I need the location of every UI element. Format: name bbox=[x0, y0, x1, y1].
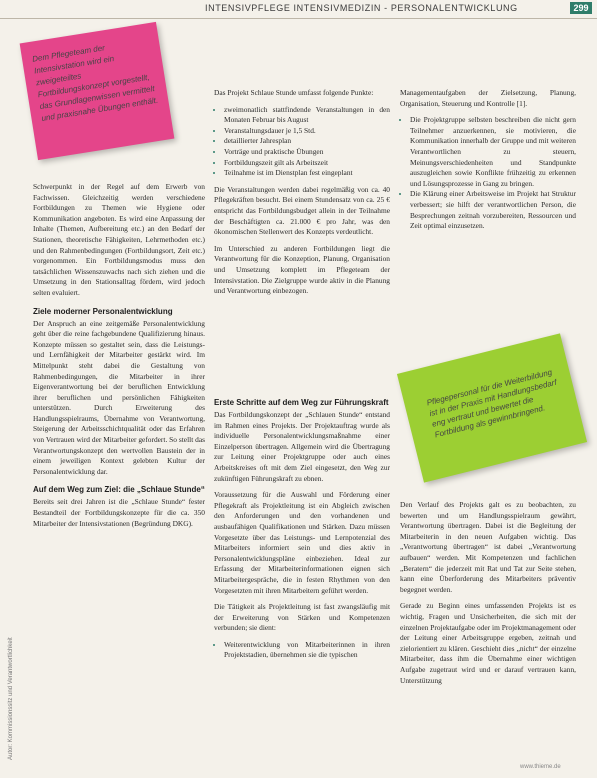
col2-paragraph-2: Die Veranstaltungen werden dabei regelmäßig von ca. 40 Pflegekräften besucht. Bei einem Stundensatz von ca. 25 € entspricht das Fortbildungsbudget allein in der Teilnahme der Beschäftigten ca. 21.000 € pro Jahr, was den ökonomischen Stellenwert des Konzepts verdeutlicht. bbox=[214, 184, 390, 237]
page-number: 299 bbox=[570, 2, 592, 14]
list-item: • Die Klärung einer Arbeitsweise im Projekt hat Struktur verbessert; sie hilft der verantwortlichen Person, die Besprechungen zeitnah vorzubereiten, Ressourcen und Zeit optimal einzusetzen. bbox=[410, 189, 576, 231]
column-3-bottom bbox=[400, 500, 576, 692]
pink-sticky-note: Dem Pflegeteam der Intensivstation wird ein zweigeteiltes Fortbildungskonzept vorgestellt, das Grundlagenwissen vermittelt und praxisnahe Übungen enthält. bbox=[20, 22, 175, 160]
col1-paragraph-2: Der Anspruch an eine zeitgemäße Personalentwicklung geht über die reine fachgebundene Qualifizierung hinaus. Konzepte müssen so gestaltet sein, dass die Leistungs- und Lernfähigkeit der Mitarbeiter gestärkt wird. Im Mittelpunkt steht dabei die Gestaltung von Rahmenbedingungen, die Mitarbeiter in ihrer Eigenverantwortung bei der beruflichen Entwicklung ihrer beruflichen und persönlichen Fähigkeiten unterstützen. Durch Erweiterung des Handlungsspielraums, Übernahme von Verantwortung, Steigerung der Arbeitsschichtqualität oder das Erfahren von Vertrauen wird der Mitarbeiter gefordert. So stellt das Verantwortungskonzept den wertvollen Baustein der in einem jeweiligen Kontext gelebten Kultur der Personalentwicklung dar. bbox=[33, 318, 205, 476]
col2-paragraph-1: Das Projekt Schlaue Stunde umfasst folgende Punkte: bbox=[214, 88, 374, 97]
side-credit: Autor: Kommissionssitz und Verantwortlichkeit bbox=[8, 637, 14, 760]
col2-bullet-list bbox=[214, 105, 390, 179]
col2b-paragraph-3: Die Tätigkeit als Projektleitung ist fast zwangsläufig mit der Erweiterung von Stärken und Kompetenzen verbunden; sie dient: bbox=[214, 602, 390, 633]
list-item: • Weiterentwicklung von Mitarbeiterinnen in ihren Projektstadien, übernehmen sie die typischen bbox=[224, 640, 390, 661]
footer-url: www.thieme.de bbox=[520, 764, 561, 770]
col2b-bullet-list bbox=[214, 640, 390, 661]
col2-heading: Erste Schritte auf dem Weg zur Führungskraft bbox=[214, 398, 389, 407]
list-item: • zweimonatlich stattfindende Veranstaltungen in den Monaten Februar bis August bbox=[224, 105, 390, 126]
col3b-paragraph-2: Gerade zu Beginn eines umfassenden Projekts ist es wichtig, Fragen und Unsicherheiten, die sich mit der einzelnen Projektaufgabe oder im Projektmanagement oder der Leitung einer Arbeitsgruppe ergeben, zeitnah und zielorientiert zu klären. Geschieht dies „nicht“ der einzelne Mitarbeiter, dass ihm die Übernahme einer wichtigen Aufgabe zugetraut wird und er darauf vertrauen kann, Unterstützung bbox=[400, 601, 576, 685]
column-1 bbox=[33, 182, 205, 535]
column-2-top bbox=[214, 88, 390, 303]
header-title: INTENSIVPFLEGE INTENSIVMEDIZIN - PERSONALENTWICKLUNG bbox=[205, 3, 518, 13]
running-header bbox=[0, 0, 597, 19]
col2-paragraph-3: Im Unterschied zu anderen Fortbildungen liegt die Verantwortung für die Konzeption, Planung, Organisation und Umsetzung komplett im Pflegeteam der Intensivstation. Die Zielgruppe wurde aktiv in die Planung und Verantwortung einbezogen. bbox=[214, 243, 390, 296]
list-item: • Die Projektgruppe selbsten beschreiben die nicht gern Teilnehmer anzuerkennen, sie motivieren, die Kommunikation innerhalb der Gruppe und mit weiteren Verantwortlichen zu steuern, Meinungsverschiedenheiten und Standpunkte auszugleichen sowie Konflikte frühzeitig zu erkennen und Lösungsprozesse in Gang zu bringen. bbox=[410, 115, 576, 189]
green-sticky-note: Pflegepersonal für die Weiterbildung ist in der Praxis mit Handlungsbedarf eng vertraut und bewertet die Fortbildung als gewinnbringend. bbox=[397, 333, 587, 482]
column-3-top bbox=[400, 88, 576, 238]
list-item: • Fortbildungszeit gilt als Arbeitszeit bbox=[224, 158, 390, 169]
col3-paragraph-1: Managementaufgaben der Zielsetzung, Planung, Organisation, Steuerung und Kontrolle [1]. bbox=[400, 88, 576, 108]
col1-paragraph-1: Schwerpunkt in der Regel auf dem Erwerb von Fachwissen. Gleichzeitig werden verschiedene Fortbildungen zu Themen wie Hygiene oder Kommunikation angeboten. Es wird eine Anpassung der Inhalte (Themen, Aufbereitung etc.) an den Bedarf der Stationen, theoretische Fähigkeiten, Lehrmethoden etc.) und den Rahmenbedingungen (Fortbildungsort, Zeit etc.) vorgenommen. Ein Fortbildungsmodus muss den tatsächlichen Wissenszuwachs nach sich ziehen und die Umsetzung in den Stationsalltag fördern, wird jedoch selten evaluiert. bbox=[33, 182, 205, 297]
col1-heading-1: Ziele moderner Personalentwicklung bbox=[33, 306, 173, 316]
list-item: • Veranstaltungsdauer je 1,5 Std. bbox=[224, 126, 390, 137]
list-item: • Teilnahme ist im Dienstplan fest eingeplant bbox=[224, 168, 390, 179]
column-2-bottom bbox=[214, 398, 390, 667]
col3b-paragraph-1: Den Verlauf des Projekts galt es zu beobachten, zu bewerten und um Handlungsspielraum gewährt, Verantwortung übertragen. Dabei ist die Begleitung der Mitarbeiterin in den neuen Aufgaben wichtig. Das „Verantwortung übertragen“ ist dabei „Verantwortung aufbauen“ werden. Mit Kompetenzen und fachlichen „Beratern“ die jederzeit mit Rat und Tat zur Seite stehen, kann eine Überforderung des Mitarbeiters präventiv begegnet werden. bbox=[400, 500, 576, 594]
list-item: • Vorträge und praktische Übungen bbox=[224, 147, 390, 158]
list-item: • detaillierter Jahresplan bbox=[224, 136, 390, 147]
col2b-paragraph-1: Das Fortbildungskonzept der „Schlauen Stunde“ entstand im Rahmen eines Projekts. Der Projektauftrag wurde als individuelle Personalentwicklungsmaßnahme einer Einzelperson übertragen. Allgemein wird die Übertragung zur Leitung einer Projektgruppe oder auch eines Arbeitskreises oft mit dem Ziel eingesetzt, den Weg zur zukünftigen Führungskraft zu ebnen. bbox=[214, 410, 390, 483]
col2b-paragraph-2: Voraussetzung für die Auswahl und Förderung einer Pflegekraft als Projektleitung ist ein Abgleich zwischen den Anforderungen und den vorhandenen und ausbaufähigen Qualifikationen und Stärken. Dazu müssen Vorgesetzte über das Leistungs- und Lernpotenzial des Mitarbeiters informiert sein und dies aktiv in Personalentwicklungspläne einbeziehen. Ideal zur Erfassung der Mitarbeiterinformationen eignen sich Mitarbeitergespräche, die in festen Rhythmen von den Vorgesetzten mit ihren Mitarbeitern geführt werden. bbox=[214, 490, 390, 595]
col1-paragraph-3: Bereits seit drei Jahren ist die „Schlaue Stunde“ fester Bestandteil der Fortbildungskonzepte für die ca. 350 Mitarbeiter der Intensivstationen (Begründung DKG). bbox=[33, 497, 205, 528]
col1-heading-2: Auf dem Weg zum Ziel: die „Schlaue Stunde“ bbox=[33, 485, 205, 495]
col3-bullet-list bbox=[400, 115, 576, 232]
